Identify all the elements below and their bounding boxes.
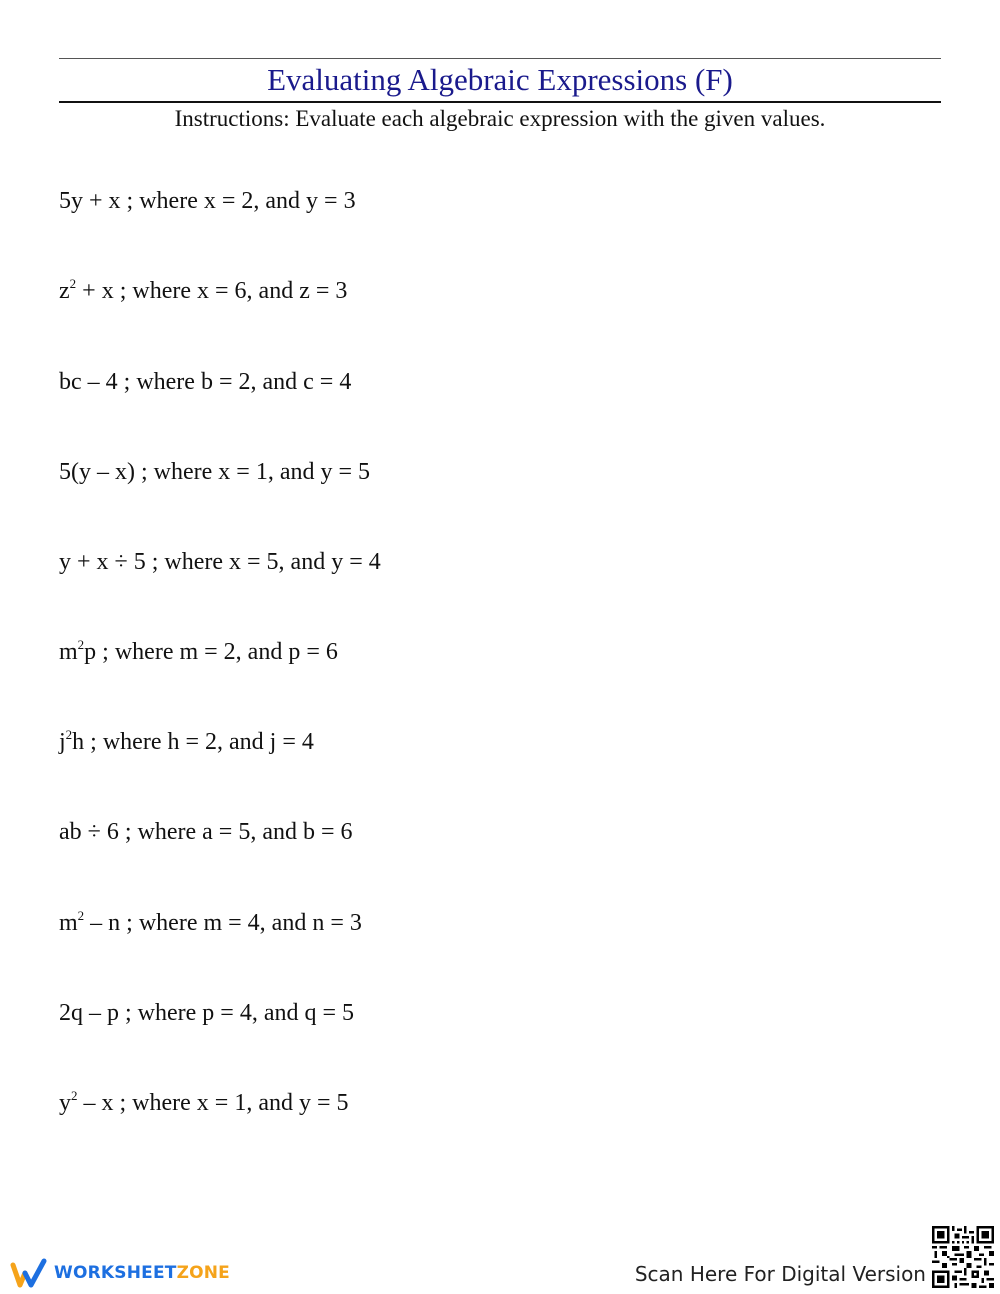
problem-1: 5y + x ; where x = 2, and y = 3 bbox=[59, 188, 356, 214]
page-title: Evaluating Algebraic Expressions (F) bbox=[267, 62, 733, 97]
w-logo-icon bbox=[10, 1257, 50, 1289]
problem-10: 2q – p ; where p = 4, and q = 5 bbox=[59, 1000, 355, 1026]
header-top-rule bbox=[59, 58, 941, 59]
scan-text: Scan Here For Digital Version bbox=[634, 1262, 926, 1286]
problem-4: 5(y – x) ; where x = 1, and y = 5 bbox=[59, 459, 371, 485]
problem-3: bc – 4 ; where b = 2, and c = 4 bbox=[59, 369, 352, 395]
header-bottom-rule bbox=[59, 101, 941, 103]
worksheet-zone-logo[interactable] bbox=[10, 1257, 230, 1289]
problem-2: $z^2 + x$ ; where x = 6, and z = 3 bbox=[59, 276, 348, 304]
instructions: Instructions: Evaluate each algebraic expression with the given values. bbox=[174, 106, 826, 131]
problem-7: $j^2h$ ; where h = 2, and j = 4 bbox=[59, 727, 314, 755]
problem-9: $m^2$ – n ; where m = 4, and n = 3 bbox=[59, 908, 362, 936]
problem-5: y + x ÷ 5 ; where x = 5, and y = 4 bbox=[59, 549, 381, 575]
problem-8: ab ÷ 6 ; where a = 5, and b = 6 bbox=[59, 819, 353, 845]
problem-6: $m^2p$ ; where m = 2, and p = 6 bbox=[59, 637, 338, 665]
problem-11: $y^2$ – x ; where x = 1, and y = 5 bbox=[59, 1088, 349, 1116]
qr-code-icon[interactable] bbox=[932, 1226, 994, 1288]
brand-name: WORKSHEETZONE bbox=[54, 1263, 230, 1283]
